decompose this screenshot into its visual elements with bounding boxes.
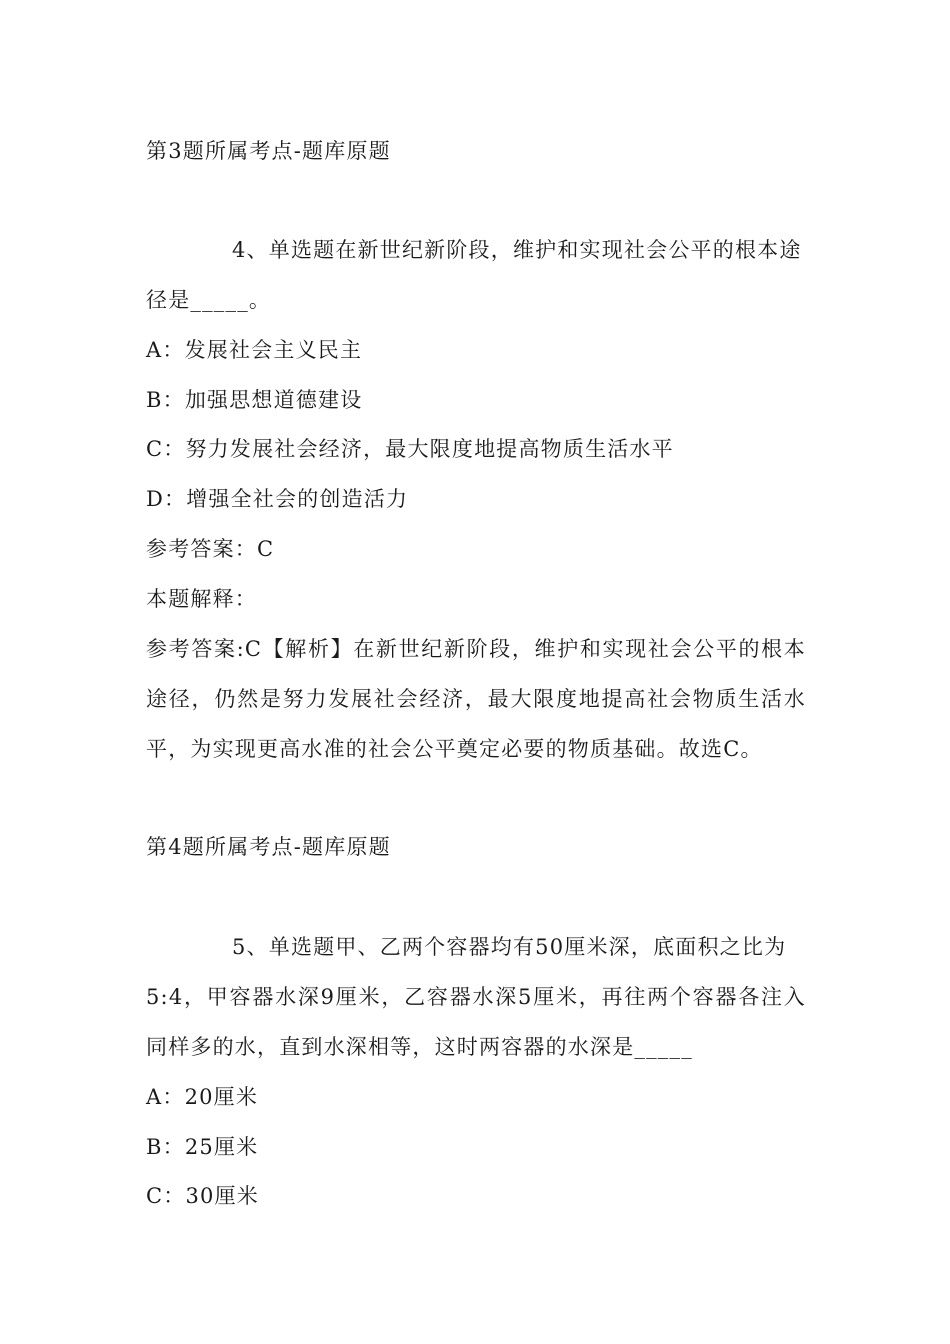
- question-4-answer: 参考答案：C: [146, 537, 275, 561]
- question-4-option-a: A：发展社会主义民主: [146, 338, 363, 362]
- question-4-explanation-label: 本题解释：: [146, 587, 257, 611]
- question-5-stem-line-2: 5:4，甲容器水深9厘米，乙容器水深5厘米，再往两个容器各注入: [146, 985, 806, 1009]
- question-4-explanation-line-3: 平，为实现更高水准的社会公平奠定必要的物质基础。故选C。: [146, 737, 763, 761]
- question-4-explanation-line-2: 途径，仍然是努力发展社会经济，最大限度地提高社会物质生活水: [146, 687, 806, 711]
- question-4-stem-line-2: 径是_____。: [146, 288, 272, 312]
- question-4-option-d: D：增强全社会的创造活力: [146, 487, 409, 511]
- question-4-option-b: B：加强思想道德建设: [146, 388, 363, 412]
- question-5-option-a: A：20厘米: [146, 1085, 259, 1109]
- question-5-option-b: B：25厘米: [146, 1135, 259, 1159]
- question-4-stem-line-1: 4、单选题在新世纪新阶段，维护和实现社会公平的根本途: [232, 238, 802, 262]
- question-3-topic: 第3题所属考点-题库原题: [146, 139, 391, 163]
- question-4-explanation-line-1: 参考答案:C【解析】在新世纪新阶段，维护和实现社会公平的根本: [146, 637, 806, 661]
- question-5-stem-line-3: 同样多的水，直到水深相等，这时两容器的水深是_____: [146, 1035, 693, 1059]
- question-5-option-c: C：30厘米: [146, 1184, 259, 1208]
- question-5-stem-line-1: 5、单选题甲、乙两个容器均有50厘米深，底面积之比为: [232, 935, 787, 959]
- question-4-option-c: C：努力发展社会经济，最大限度地提高物质生活水平: [146, 437, 674, 461]
- question-4-topic: 第4题所属考点-题库原题: [146, 835, 391, 859]
